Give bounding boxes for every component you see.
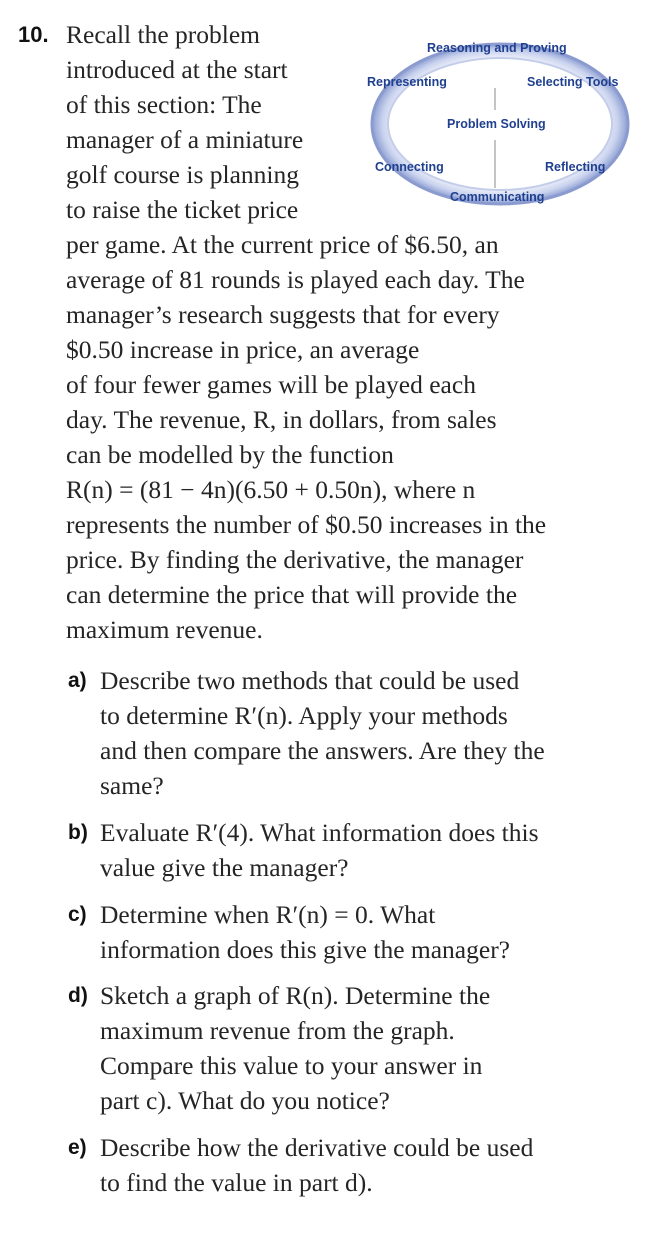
part-line: to determine R′(n). Apply your methods bbox=[100, 701, 508, 730]
problem-line: can determine the price that will provide the bbox=[66, 580, 518, 609]
part-line: Describe two methods that could be used bbox=[100, 666, 520, 695]
problem-line: maximum revenue. bbox=[66, 615, 263, 644]
part-label: d) bbox=[68, 984, 88, 1007]
part-line: value give the manager? bbox=[100, 853, 349, 882]
part-line: Sketch a graph of R(n). Determine the bbox=[100, 981, 491, 1010]
problem-line: of this section: The bbox=[66, 90, 262, 119]
problem-line: day. The revenue, R, in dollars, from sales bbox=[66, 405, 497, 434]
part-line: Evaluate R′(4). What information does this bbox=[100, 818, 539, 847]
problem-line: average of 81 rounds is played each day. The bbox=[66, 265, 525, 294]
problem-line: can be modelled by the function bbox=[66, 440, 394, 469]
process-reflecting: Reflecting bbox=[545, 160, 606, 174]
problem-line: R(n) = (81 − 4n)(6.50 + 0.50n), where n bbox=[66, 475, 476, 504]
problem-line: represents the number of $0.50 increases in the bbox=[66, 510, 547, 539]
part-line: and then compare the answers. Are they the bbox=[100, 736, 545, 765]
problem-line: per game. At the current price of $6.50, an bbox=[66, 230, 499, 259]
math-processes-diagram bbox=[355, 28, 645, 218]
part-line: maximum revenue from the graph. bbox=[100, 1016, 455, 1045]
problem-line: price. By finding the derivative, the manager bbox=[66, 545, 524, 574]
part-label: c) bbox=[68, 903, 87, 926]
process-problem-solving: Problem Solving bbox=[447, 117, 546, 131]
problem-number: 10. bbox=[18, 22, 49, 47]
problem-line: Recall the problem bbox=[66, 20, 261, 49]
part-line: Describe how the derivative could be used bbox=[100, 1133, 534, 1162]
problem-line: to raise the ticket price bbox=[66, 195, 299, 224]
part-line: part c). What do you notice? bbox=[100, 1086, 390, 1115]
process-communicating: Communicating bbox=[450, 190, 545, 204]
process-representing: Representing bbox=[367, 75, 447, 89]
problem-line: $0.50 increase in price, an average bbox=[66, 335, 420, 364]
problem-line: manager’s research suggests that for every bbox=[66, 300, 500, 329]
problem-line: manager of a miniature bbox=[66, 125, 304, 154]
part-line: Compare this value to your answer in bbox=[100, 1051, 483, 1080]
part-label: a) bbox=[68, 669, 87, 692]
problem-line: golf course is planning bbox=[66, 160, 299, 189]
process-reasoning: Reasoning and Proving bbox=[427, 41, 567, 55]
problem-line: of four fewer games will be played each bbox=[66, 370, 476, 399]
part-line: Determine when R′(n) = 0. What bbox=[100, 900, 436, 929]
process-selecting-tools: Selecting Tools bbox=[527, 75, 619, 89]
process-connecting: Connecting bbox=[375, 160, 444, 174]
part-line: same? bbox=[100, 771, 164, 800]
part-line: to find the value in part d). bbox=[100, 1168, 373, 1197]
part-line: information does this give the manager? bbox=[100, 935, 511, 964]
problem-line: introduced at the start bbox=[66, 55, 288, 84]
part-label: e) bbox=[68, 1136, 87, 1159]
part-label: b) bbox=[68, 821, 88, 844]
